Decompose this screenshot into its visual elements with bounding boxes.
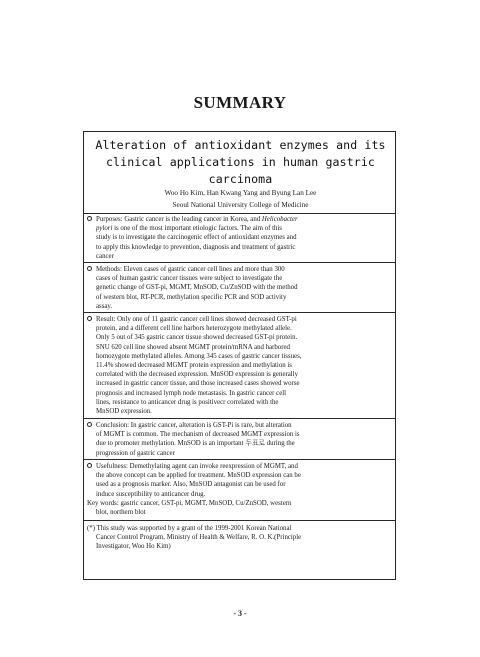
page-heading: SUMMARY [193,93,287,112]
methods-text: genetic change of GST-pi, MGMT, MnSOD, Cu/ZnSOD with the method [96,284,298,292]
conclusion-text: due to promoter methylation. MnSOD is an important 두표로 during the [96,440,295,448]
section-keywords [87,499,394,517]
bullet-icon [87,316,92,321]
result-text: 11.4% showed decreased MGMT protein expression and methylation is [96,362,292,370]
authors: Woo Ho Kim, Han Kwang Yang and Byung Lan Lee [164,189,317,197]
result-text: increased in gastric cancer tissue, and those increased cases showed worse [96,380,300,388]
page-number: - 3 - [233,609,247,618]
section-purposes [87,215,394,261]
methods-text: Methods: Eleven cases of gastric cancer cell lines and more than 300 [96,266,285,273]
usefulness-text: the above concept can be applied for treatment. MnSOD expression can be [96,472,301,480]
conclusion-text: Conclusion: In gastric cancer, alteration is GST-Pi is rare, but alteration [96,422,292,429]
result-text: prognosis and increased lymph node metastasis. In gastric cancer cell [96,389,287,397]
methods-text: assay. [96,302,113,310]
section-usefulness [87,462,394,499]
purposes-italic: pylori [96,225,113,233]
result-text: MnSOD expression. [96,408,152,416]
purposes-text: study is to investigate the carcinogenic effect of antioxidant enzymes and [96,234,297,242]
usefulness-text: used as a prognosis marker. Also, MnSOD antagonist can be used for [96,481,286,489]
purposes-text: Purposes: Gastric cancer is the leading cancer in Korea, and [96,216,262,223]
section-result [87,315,394,416]
footnote-text: Investigator, Woo Ho Kim) [96,543,171,551]
footnote-text: (*) This study was supported by a grant of the 1999-2001 Korean National [87,525,292,532]
title-line: clinical applications in human gastric [105,155,376,169]
conclusion-text: progression of gastric cancer [96,449,175,457]
conclusion-text: of MGMT is common. The mechanism of decreased MGMT expression is [96,431,300,439]
purposes-text: cancer [96,252,114,260]
result-text: SNU 620 cell line showed absent MGMT protein/mRNA and harbored [96,343,290,351]
bullet-icon [87,216,92,221]
result-text: Result: Only one of 11 gastric cancer cell lines showed decreased GST-pi [96,316,297,323]
section-divider [84,262,395,263]
purposes-text: to apply this knowledge to prevention, diagnosis and treatment of gastric [96,243,296,251]
bullet-icon [87,422,92,427]
title-line: Alteration of antioxidant enzymes and its [95,138,386,152]
section-methods [87,265,394,311]
result-text: lines, resistance to anticancer drug is positivecr correlated with the [96,398,279,406]
usefulness-text: Usefulness: Demethylating agent can invoke reexpression of MGMT, and [96,463,298,470]
result-text: protein, and a different cell line harbors heterozygote methylated allele. [96,325,292,333]
funding-footnote [87,524,394,552]
bullet-icon [87,463,92,468]
result-text: correlated with the decreased expression. MnSOD expression is generally [96,371,299,379]
purposes-text: is one of the most important etiologic factors. The aim of this [114,225,282,233]
affiliation: Seoul National University College of Medicine [172,201,309,209]
keywords-text: blot, northern blot [96,509,146,517]
section-conclusion [87,421,394,458]
keywords-text: Key words: gastric cancer, GST-pi, MGMT, MnSOD, Cu/ZnSOD, western [87,500,292,507]
paper-title [84,137,397,188]
bullet-icon [87,266,92,271]
title-line: carcinoma [208,172,273,186]
header-divider [84,213,395,214]
methods-text: of western blot, RT-PCR, methylation specific PCR and SOD activity [96,293,287,301]
section-divider [84,459,395,460]
result-text: Only 5 out of 345 gastric cancer tissue showed decreased GST-pi protein. [96,334,298,342]
result-text: homozygote methylated alleles. Among 345 cases of gastric cancer tissues, [96,352,302,360]
summary-box [83,131,396,580]
purposes-italic: Helicobacter [261,216,298,223]
section-divider [84,312,395,313]
footnote-text: Cancer Control Program, Ministry of Health & Welfare, R. O. K.(Principle [96,534,302,542]
usefulness-text: induce susceptibility to anticancer drug. [96,490,206,498]
methods-text: cases of human gastric cancer tissues were subject to investigate the [96,275,283,283]
section-divider [84,520,395,521]
section-divider [84,418,395,419]
